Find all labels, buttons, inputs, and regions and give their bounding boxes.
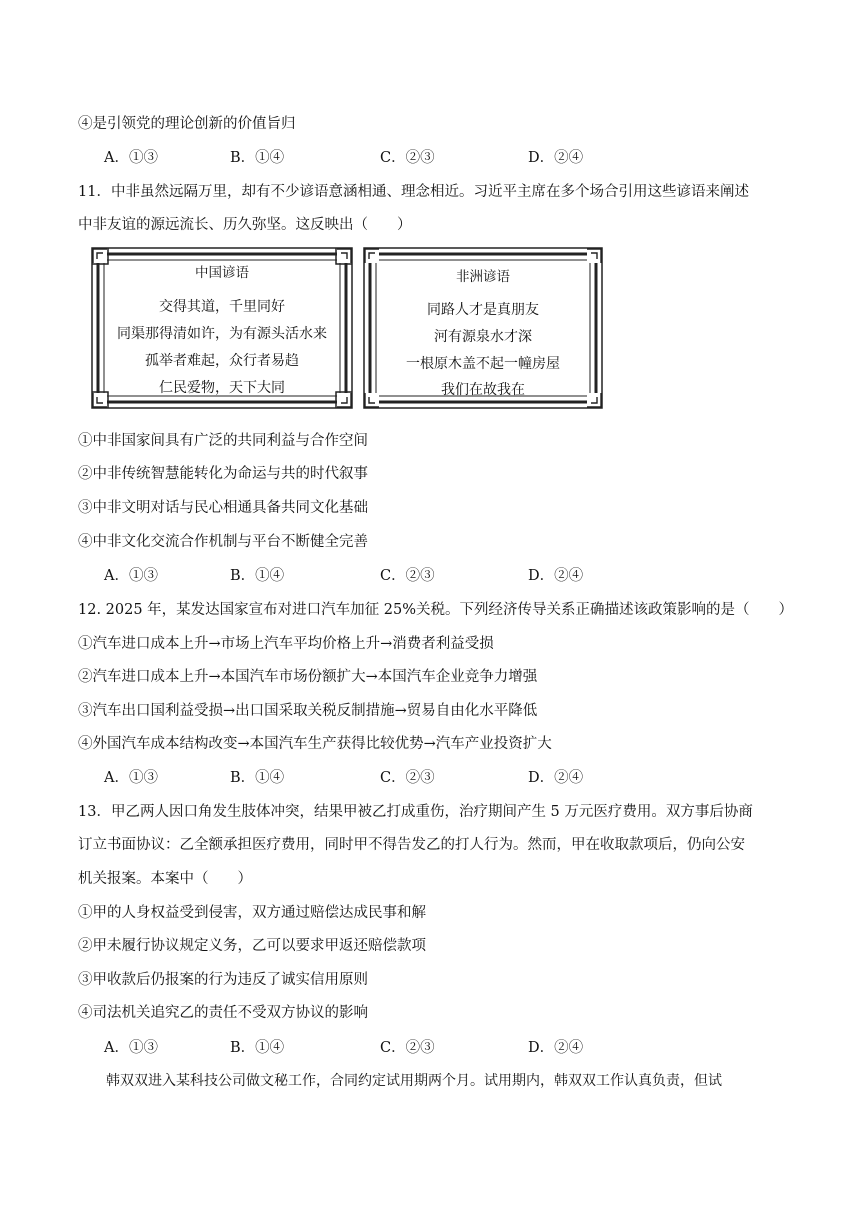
q12-choices [104,766,704,786]
africa-proverb-4: 我们在故我在 [441,382,525,398]
q13-choice-a[interactable]: A．①③ [104,1040,158,1056]
q11-choices [104,564,704,584]
china-proverbs-box [90,246,354,410]
q13-option-3: ③甲收款后仍报案的行为违反了诚实信用原则 [78,972,368,988]
q12-choice-d[interactable]: D．②④ [528,770,584,786]
china-proverb-1: 交得其道，千里同好 [159,299,285,315]
q11-stem-line-2: 中非友谊的源远流长、历久弥坚。这反映出（ ） [78,217,412,233]
china-proverb-4: 仁民爱物，天下大同 [159,380,285,396]
q12-option-3: ③汽车出口国利益受损→出口国采取关税反制措施→贸易自由化水平降低 [78,703,538,719]
q10-choice-c[interactable]: C．②③ [380,150,435,166]
q13-stem-line-1: 13．甲乙两人因口角发生肢体冲突，结果甲被乙打成重伤，治疗期间产生 5 万元医疗费用。双方事后协商 [78,804,753,820]
q12-stem: 12. 2025 年，某发达国家宣布对进口汽车加征 25%关税。下列经济传导关系正确描述该政策影响的是（ ） [78,602,794,618]
africa-box-title: 非洲谚语 [456,269,510,285]
china-proverb-3: 孤举者难起，众行者易趋 [145,353,299,369]
q11-choice-d[interactable]: D．②④ [528,568,584,584]
q13-choice-c[interactable]: C．②③ [380,1040,435,1056]
q13-option-4: ④司法机关追究乙的责任不受双方协议的影响 [78,1005,368,1021]
q13-stem-line-2: 订立书面协议：乙全额承担医疗费用，同时甲不得告发乙的打人行为。然而，甲在收取款项后，仍向公安 [78,837,745,853]
q11-stem-line-1: 11．中非虽然远隔万里，却有不少谚语意涵相通、理念相近。习近平主席在多个场合引用这些谚语来阐述 [78,184,749,200]
q13-stem-line-3: 机关报案。本案中（ ） [78,871,252,887]
q12-option-1: ①汽车进口成本上升→市场上汽车平均价格上升→消费者利益受损 [78,636,494,652]
q11-option-1: ①中非国家间具有广泛的共同利益与合作空间 [78,433,368,449]
q10-choice-a[interactable]: A．①③ [104,150,158,166]
q13-choice-d[interactable]: D．②④ [528,1040,584,1056]
q10-choice-d[interactable]: D．②④ [528,150,584,166]
q11-option-4: ④中非文化交流合作机制与平台不断健全完善 [78,534,368,550]
q11-option-2: ②中非传统智慧能转化为命运与共的时代叙事 [78,466,368,482]
q12-option-2: ②汽车进口成本上升→本国汽车市场份额扩大→本国汽车企业竞争力增强 [78,669,538,685]
africa-proverb-2: 河有源泉水才深 [434,329,532,345]
q11-choice-b[interactable]: B．①④ [230,568,285,584]
africa-proverb-3: 一根原木盖不起一幢房屋 [406,356,560,372]
africa-proverb-1: 同路人才是真朋友 [427,302,539,318]
china-proverb-2: 同渠那得清如许，为有源头活水来 [117,326,327,342]
passage-line-1: 韩双双进入某科技公司做文秘工作，合同约定试用期两个月。试用期内，韩双双工作认真负责，但试 [106,1073,722,1089]
q10-choice-b[interactable]: B．①④ [230,150,285,166]
q11-choice-c[interactable]: C．②③ [380,568,435,584]
q13-choice-b[interactable]: B．①④ [230,1040,285,1056]
africa-proverbs-box [362,246,604,410]
q13-option-1: ①甲的人身权益受到侵害，双方通过赔偿达成民事和解 [78,905,426,921]
q12-option-4: ④外国汽车成本结构改变→本国汽车生产获得比较优势→汽车产业投资扩大 [78,736,552,752]
q12-choice-b[interactable]: B．①④ [230,770,285,786]
q12-choice-a[interactable]: A．①③ [104,770,158,786]
q13-choices [104,1036,704,1056]
q13-option-2: ②甲未履行协议规定义务，乙可以要求甲返还赔偿款项 [78,938,426,954]
q10-choices [104,146,704,166]
china-box-title: 中国谚语 [195,265,249,281]
q11-option-3: ③中非文明对话与民心相通具备共同文化基础 [78,500,368,516]
q11-choice-a[interactable]: A．①③ [104,568,158,584]
q12-choice-c[interactable]: C．②③ [380,770,435,786]
q10-option-4: ④是引领党的理论创新的价值旨归 [78,116,296,132]
